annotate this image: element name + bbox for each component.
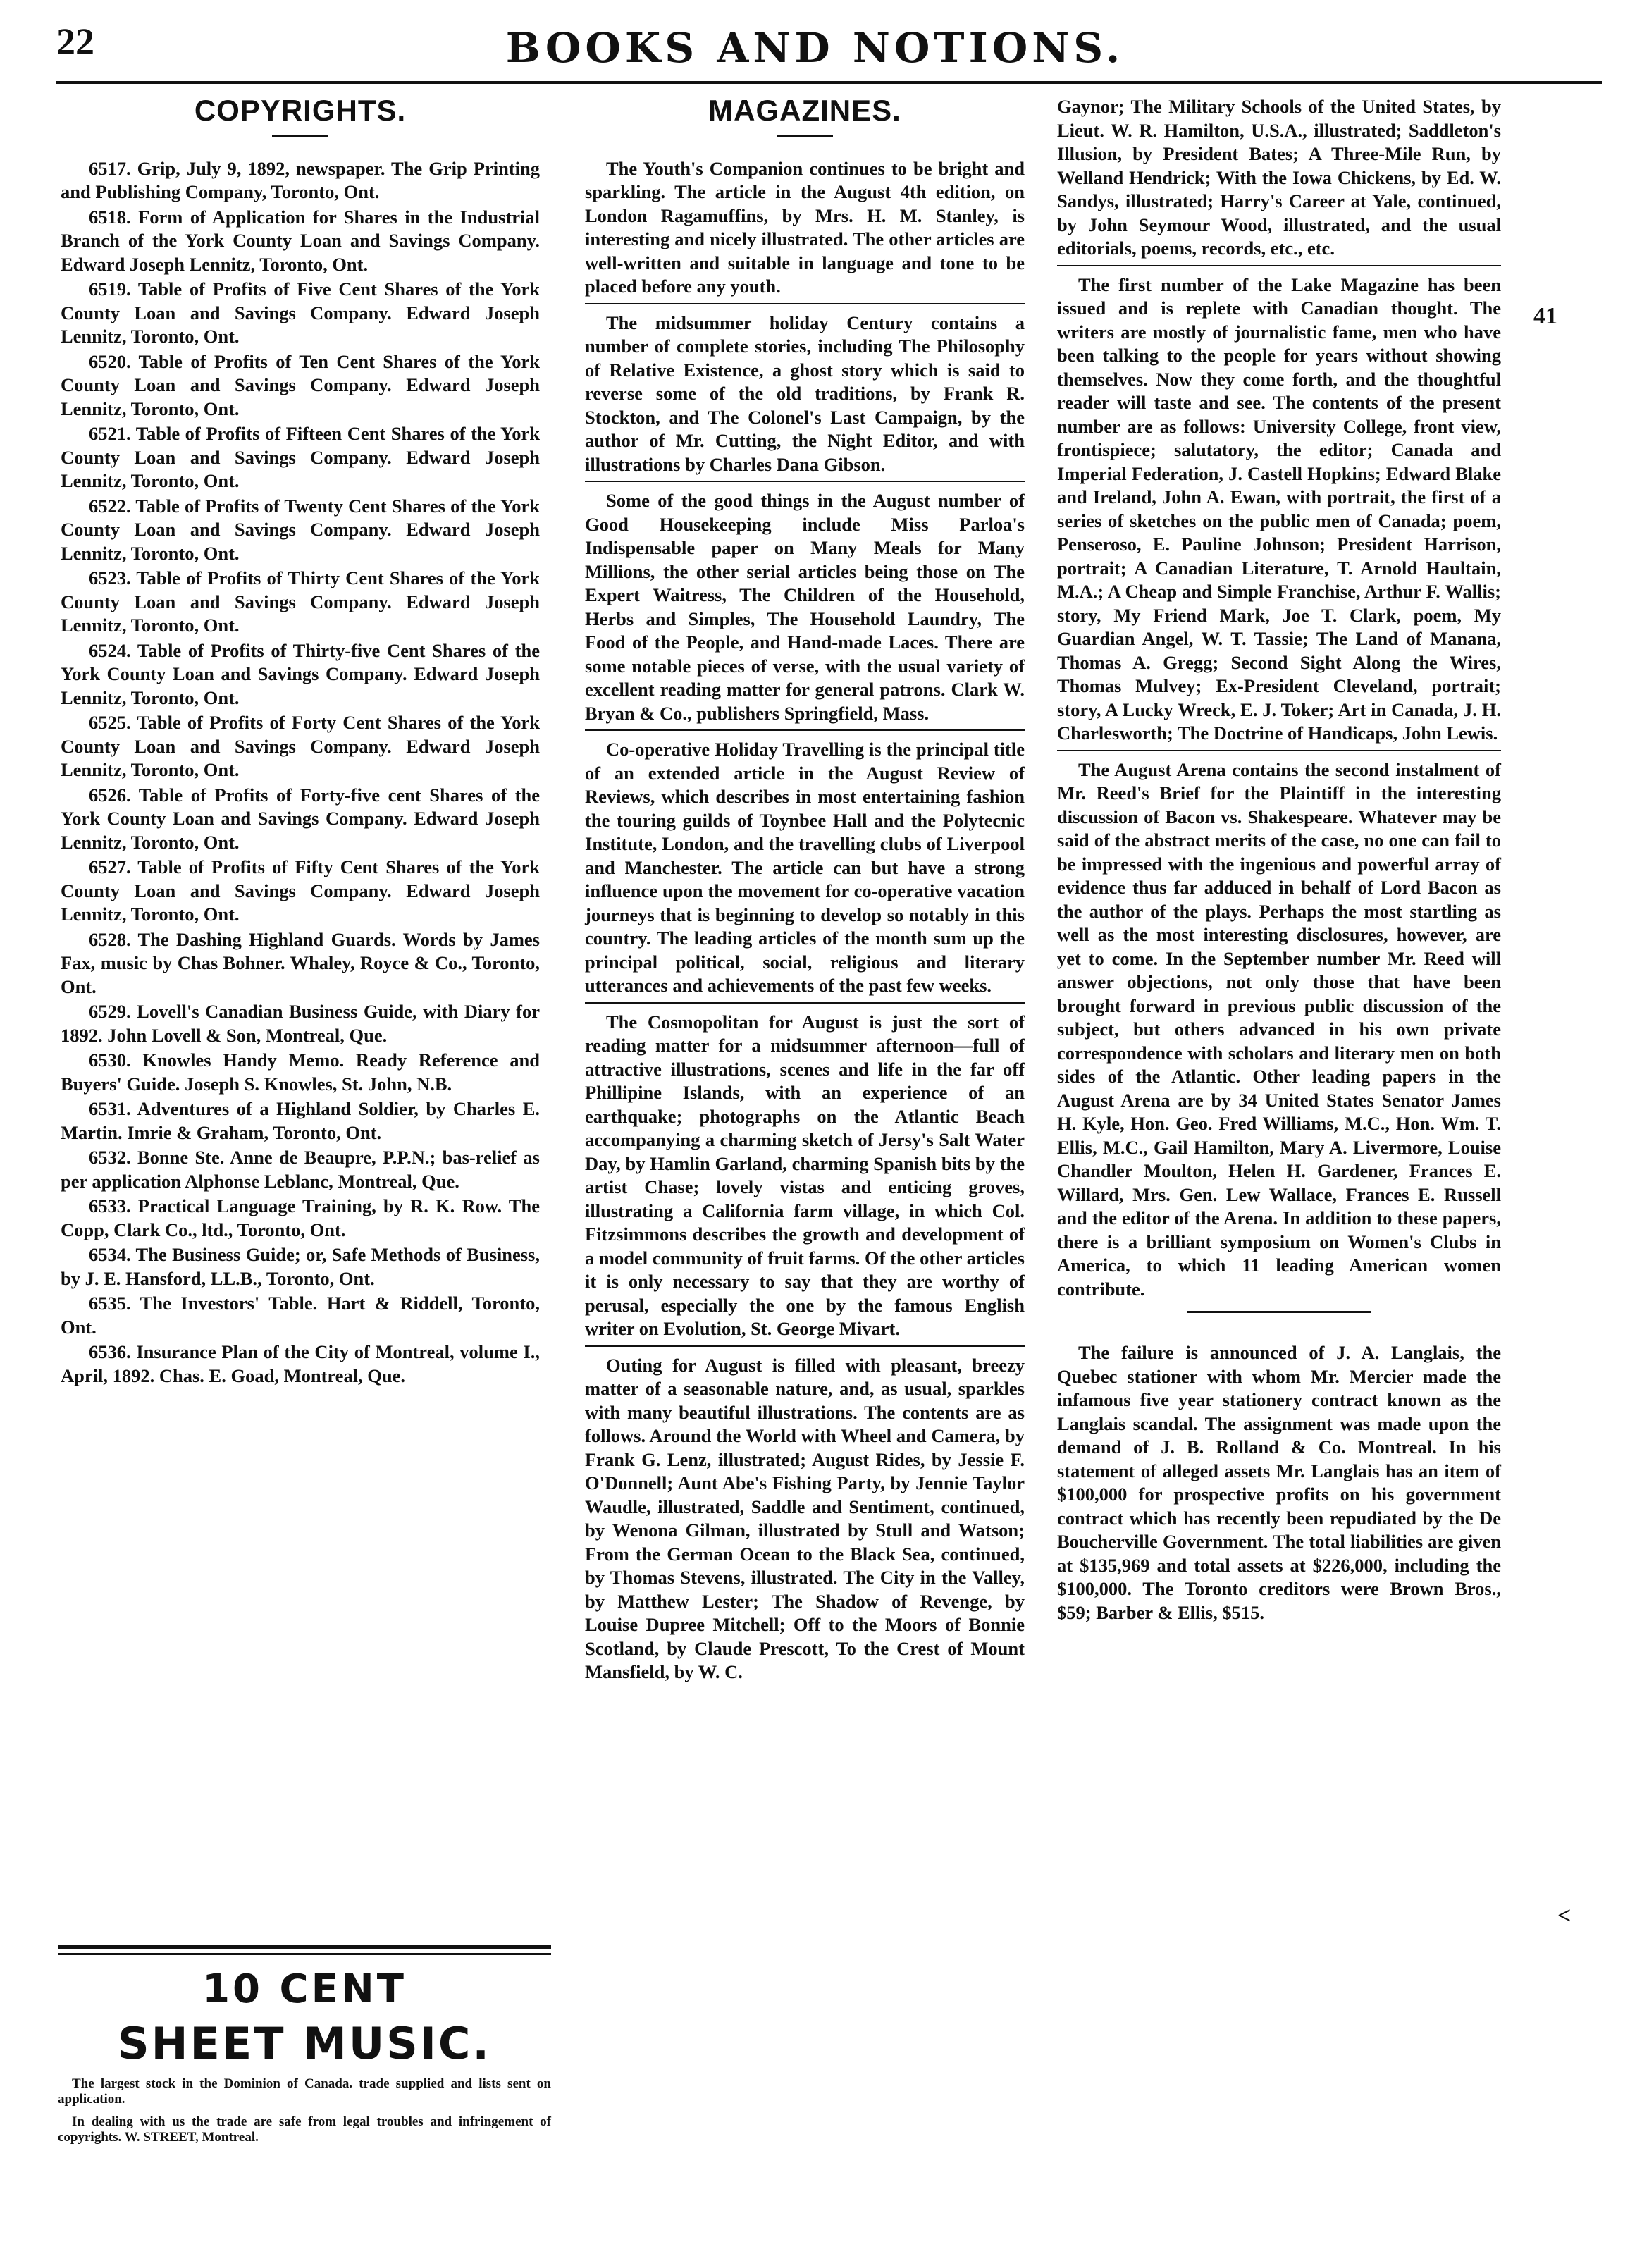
copyrights-column [61,95,540,1389]
copyright-entry: 6523. Table of Profits of Thirty Cent Shares of the York County Loan and Savings Company. Edward Joseph Lennitz, Toronto, Ont. [61,567,540,636]
magazine-paragraph: Outing for August is filled with pleasant, breezy matter of a seasonable nature, and, as usual, sparkles with many beautiful illustrations. The contents are as follows. Around the World with Wheel and Camera, by Frank G. Lenz, illustrated; August Rides, by Jessie F. O'Donnell; Aunt Abe's Fishing Party, by Jennie Taylor Waudle, illustrated, Saddle and Sentiment, continued, by Wenona Gilman, illustrated by Stull and Watson; From the German Ocean to the Black Sea, continued, by Thomas Stevens, illustrated. The City in the Valley, by Matthew Lester; The Shadow of Revenge, by Louise Dupree Mitchell; Off to the Moors of Bonnie Scotland, by Claude Prescott, To the Crest of Mount Mansfield, by W. C. [585,1354,1025,1682]
copyright-entry: 6517. Grip, July 9, 1892, newspaper. The Grip Printing and Publishing Company, Toronto, Ont. [61,157,540,202]
sheet-music-ad [58,1945,551,2145]
copyright-entry: 6519. Table of Profits of Five Cent Shares of the York County Loan and Savings Company. Edward Joseph Lennitz, Toronto, Ont. [61,278,540,347]
copyright-entry: 6533. Practical Language Training, by R. K. Row. The Copp, Clark Co., ltd., Toronto, Ont. [61,1195,540,1240]
magazine-paragraph: The August Arena contains the second instalment of Mr. Reed's Brief for the Plaintiff in the interesting discussion of Bacon vs. Shakespeare. Whatever may be said of the abstract merits of the case, no one can fail to be impressed with the ingenious and powerful array of evidence thus far adduced in behalf of Lord Bacon as the author of the plays. Perhaps the most startling as well as the most interesting disclosures, however, are yet to come. In the September number Mr. Reed will answer objections, not only those that have been brought forward in previous public discussion of the subject, but others advanced in his own private correspondence with scholars and literary men on both sides of the Atlantic. Other leading papers in the August Arena are by 34 United States Senator James H. Kyle, Hon. Geo. Fred Williams, M.C., Hon. Wm. T. Ellis, M.C., Gail Hamilton, Mary A. Livermore, Louise Chandler Moulton, Helen H. Gardener, Frances E. Willard, Mrs. Gen. Lew Wallace, Frances E. Russell and the editor of the Arena. In addition to these papers, there is a brilliant symposium on Women's Clubs in America, to which 11 leading American women contribute. [1057,758,1501,1300]
magazine-paragraph: Gaynor; The Military Schools of the United States, by Lieut. W. R. Hamilton, U.S.A., illustrated; Saddleton's Illusion, by President Bates; A Three-Mile Run, by Welland Hendrick; With the Iowa Chickens, by Ed. W. Sandys, illustrated; Harry's Career at Yale, continued, by John Seymour Wood, illustrated, and the usual editorials, poems, records, etc., etc. [1057,96,1501,259]
copyright-entry: 6534. The Business Guide; or, Safe Methods of Business, by J. E. Hansford, LL.B., Toronto, Ont. [61,1244,540,1289]
copyright-entry: 6525. Table of Profits of Forty Cent Shares of the York County Loan and Savings Company. Edward Joseph Lennitz, Toronto, Ont. [61,712,540,780]
copyright-entry: 6529. Lovell's Canadian Business Guide, with Diary for 1892. John Lovell & Son, Montreal, Que. [61,1001,540,1046]
news-paragraph: The failure is announced of J. A. Langlais, the Quebec stationer with whom Mr. Mercier made the infamous five year stationery contract known as the Langlais scandal. The assignment was made upon the demand of J. B. Rolland & Co. Montreal. In his statement of alleged assets Mr. Langlais has an item of $100,000 for prospective profits on his government contract which has recently been repudiated by the De Boucherville Government. The total liabilities are given at $135,969 and total assets at $226,000, including the $100,000. The Toronto creditors were Brown Bros., $59; Barber & Ellis, $515. [1057,1342,1501,1623]
paragraph-rule [585,1345,1025,1347]
header-rule [56,81,1602,84]
copyright-entry: 6522. Table of Profits of Twenty Cent Shares of the York County Loan and Savings Company. Edward Joseph Lennitz, Toronto, Ont. [61,495,540,564]
margin-mark: 41 [1533,303,1557,329]
magazines-continued-column [1057,95,1501,1627]
copyright-entry: 6521. Table of Profits of Fifteen Cent Shares of the York County Loan and Savings Company. Edward Joseph Lennitz, Toronto, Ont. [61,423,540,491]
ad-headline-2: SHEET MUSIC. [118,2018,491,2069]
title-rule [272,135,328,137]
page-number: 22 [56,20,94,63]
paragraph-rule [585,729,1025,731]
copyright-entry: 6532. Bonne Ste. Anne de Beaupre, P.P.N.; bas-relief as per application Alphonse Leblanc, Montreal, Que. [61,1147,540,1192]
magazine-paragraph: The first number of the Lake Magazine has been issued and is replete with Canadian thought. The writers are mostly of journalistic fame, men who have been talking to the people for years without showing themselves. Now they come forth, and the thoughtful reader will taste and see. The contents of the present number are as follows: University College, front view, frontispiece; salutatory, the editor; Canada and Imperial Federation, J. Castell Hopkins; Edward Blake and Ireland, John A. Ewan, with portrait, the first of a series of sketches on the public men of Canada; poem, Penseroso, E. Pauline Johnson; President Harrison, portrait; A Canadian Literature, T. Arnold Haultain, M.A.; A Cheap and Simple Franchise, Arthur F. Wallis; story, My Friend Mark, Joe T. Clark, poem, My Guardian Angel, W. T. Tassie; The Land of Manana, Thomas A. Gregg; Second Sight Along the Wires, Thomas Mulvey; Ex-President Cleveland, portrait; story, A Lucky Wreck, E. J. Toker; Art in Canada, J. H. Charlesworth; The Doctrine of Handicaps, John Lewis. [1057,273,1501,744]
magazine-paragraph: Co-operative Holiday Travelling is the principal title of an extended article in the August Review of Reviews, which describes in most entertaining fashion the touring guilds of Toynbee Hall and the Polytecnic Institute, London, and the travelling clubs of Liverpool and Manchester. The article can but have a strong influence upon the movement for co-operative vacation journeys that is beginning to develop so notably in this country. The leading articles of the month sum up the principal political, social, religious and literary utterances and achievements of the past few weeks. [585,739,1025,996]
copyright-entry: 6531. Adventures of a Highland Soldier, by Charles E. Martin. Imrie & Graham, Toronto, Ont. [61,1098,540,1143]
copyrights-title: COPYRIGHTS. [194,94,407,127]
ad-top-rule [58,1945,551,1955]
ad-text-1: The largest stock in the Dominion of Canada. trade supplied and lists sent on application. [58,2076,551,2107]
running-header: BOOKS AND NOTIONS. [505,24,1125,72]
paragraph-rule [1057,750,1501,751]
copyright-entry: 6535. The Investors' Table. Hart & Riddell, Toronto, Ont. [61,1293,540,1338]
copyright-entry: 6524. Table of Profits of Thirty-five Cent Shares of the York County Loan and Savings Company. Edward Joseph Lennitz, Toronto, Ont. [61,639,540,708]
copyright-entry: 6528. The Dashing Highland Guards. Words by James Fax, music by Chas Bohner. Whaley, Royce & Co., Toronto, Ont. [61,928,540,997]
ad-text-2: In dealing with us the trade are safe from legal troubles and infringement of copyrights. W. STREET, Montreal. [58,2114,551,2145]
copyright-entry: 6520. Table of Profits of Ten Cent Shares of the York County Loan and Savings Company. Edward Joseph Lennitz, Toronto, Ont. [61,350,540,419]
copyright-entry: 6526. Table of Profits of Forty-five cent Shares of the York County Loan and Savings Company. Edward Joseph Lennitz, Toronto, Ont. [61,784,540,853]
paragraph-rule [585,481,1025,482]
paragraph-rule [585,303,1025,304]
copyright-entry: 6530. Knowles Handy Memo. Ready Reference and Buyers' Guide. Joseph S. Knowles, St. John, N.B. [61,1049,540,1095]
ad-headline-1: 10 CENT [202,1966,407,2012]
copyright-entry: 6518. Form of Application for Shares in the Industrial Branch of the York County Loan and Savings Company. Edward Joseph Lennitz, Toronto, Ont. [61,206,540,275]
copyright-entry: 6527. Table of Profits of Fifty Cent Shares of the York County Loan and Savings Company. Edward Joseph Lennitz, Toronto, Ont. [61,856,540,925]
title-rule [777,135,833,137]
copyright-entry: 6536. Insurance Plan of the City of Montreal, volume I., April, 1892. Chas. E. Goad, Montreal, Que. [61,1341,540,1386]
magazines-title: MAGAZINES. [708,94,901,127]
magazine-paragraph: Some of the good things in the August number of Good Housekeeping include Miss Parloa's Indispensable paper on Many Meals for Many Millions, the other serial articles being those on The Expert Waitress, The Children of the Household, Herbs and Simples, The Household Laundry, The Food of the People, and Hand-made Laces. There are some notable pieces of verse, with the usual variety of excellent reading matter for general patrons. Clark W. Bryan & Co., publishers Springfield, Mass. [585,490,1025,724]
margin-mark: < [1557,1903,1572,1929]
magazines-column [585,95,1025,1687]
magazine-paragraph: The Cosmopolitan for August is just the sort of reading matter for a midsummer afternoon—full of attractive illustrations, scenes and life in the far off Phillipine Islands, with an experience of an earthquake; photographs on the Atlantic Beach accompanying a charming sketch of Jersy's Salt Water Day, by Hamlin Garland, charming Spanish bits by the artist Chase; lovely vistas and enticing groves, illustrating a California farm village, in which Col. Fitzsimmons describes the growth and development of a model community of fruit farms. Of the other articles it is only necessary to say that they are worthy of perusal, especially the one by the famous English writer on Evolution, St. George Mivart. [585,1011,1025,1339]
section-rule [1187,1311,1371,1313]
paragraph-rule [1057,265,1501,266]
paragraph-rule [585,1002,1025,1004]
magazine-paragraph: The midsummer holiday Century contains a number of complete stories, including The Philosophy of Relative Existence, a ghost story which is said to reverse some of the old traditions, by Frank R. Stockton, and The Colonel's Last Campaign, by the author of Mr. Cutting, the Night Editor, and with illustrations by Charles Dana Gibson. [585,312,1025,475]
magazine-paragraph: The Youth's Companion continues to be bright and sparkling. The article in the August 4th edition, on London Ragamuffins, by Mrs. H. M. Stanley, is interesting and nicely illustrated. The other articles are well-written and suitable in language and tone to be placed before any youth. [585,157,1025,297]
